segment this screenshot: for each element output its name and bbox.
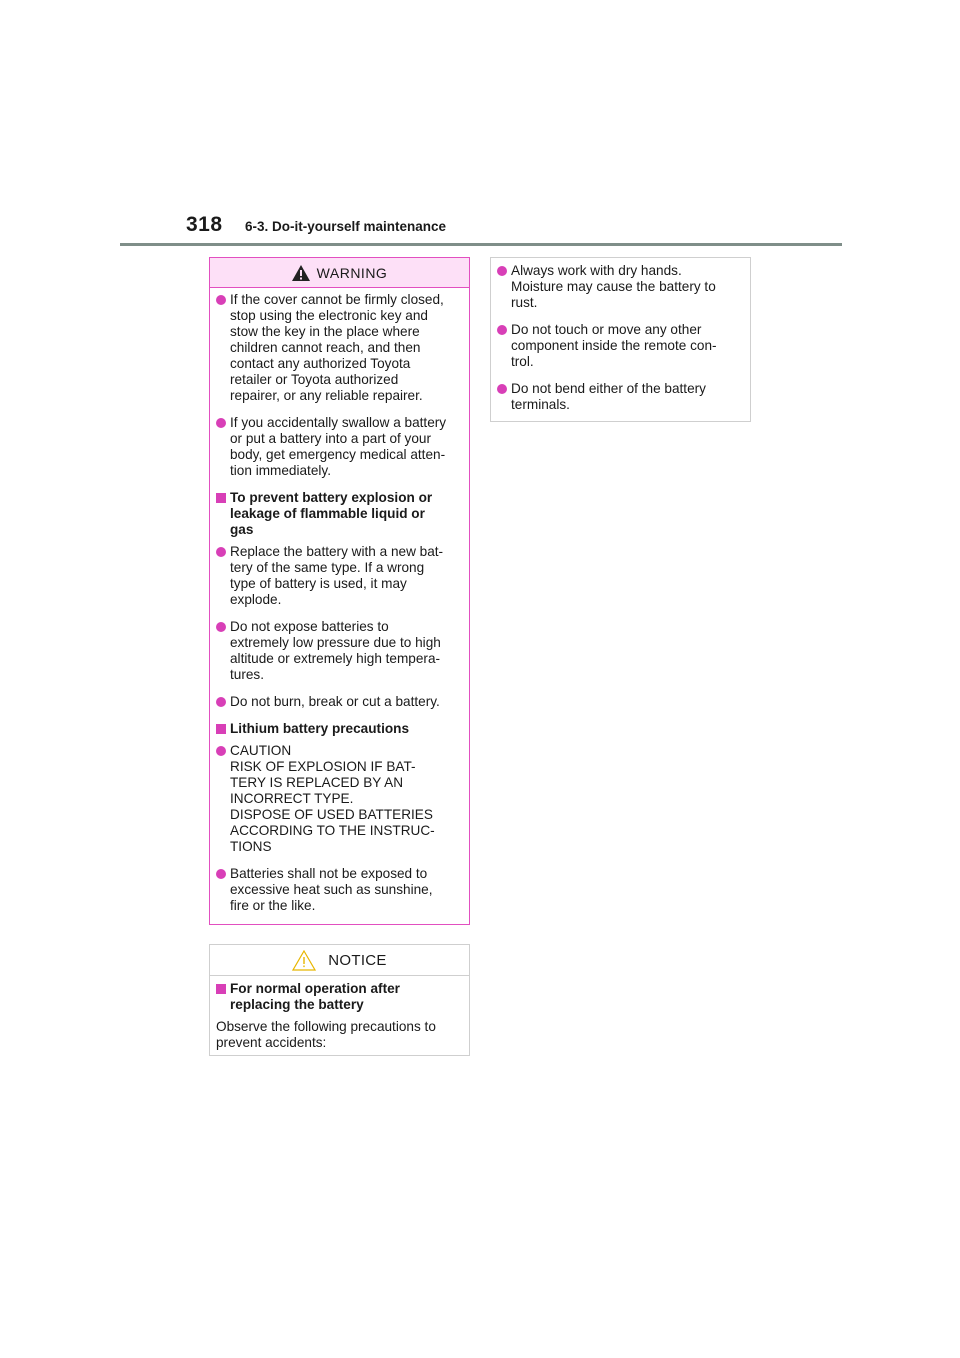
square-bullet-icon [216, 984, 226, 994]
list-item: If the cover cannot be firmly closed, stop using the electronic key and stow the key in the place where children cannot reach, and then contact any authorized Toyota retailer or Toyota authorized repairer, or any reliable repairer. [216, 292, 463, 404]
section-heading: Lithium battery precautions [216, 721, 463, 737]
bullet-icon [216, 697, 226, 707]
page-number: 318 [186, 213, 223, 236]
warning-header [210, 258, 469, 288]
notice-box [209, 944, 470, 1056]
list-item: If you accidentally swallow a battery or put a battery into a part of your body, get emergency medical atten- tion immediately. [216, 415, 463, 479]
warning-continued-box [490, 257, 751, 422]
list-item: Do not burn, break or cut a battery. [216, 694, 463, 710]
warning-icon [292, 265, 310, 281]
bullet-icon [497, 384, 507, 394]
notice-text: Observe the following precautions to prevent accidents: [216, 1019, 436, 1050]
list-item: Replace the battery with a new bat- tery of the same type. If a wrong type of battery is used, it may explode. [216, 544, 463, 608]
notice-header [210, 945, 469, 976]
notice-title: NOTICE [328, 951, 387, 969]
section-heading: To prevent battery explosion or leakage of flammable liquid or gas [216, 490, 463, 538]
list-item: Do not bend either of the battery terminals. [497, 381, 744, 413]
header-divider [120, 243, 842, 246]
bullet-icon [216, 622, 226, 632]
bullet-icon [216, 746, 226, 756]
list-item: Do not expose batteries to extremely low pressure due to high altitude or extremely high tempera- tures. [216, 619, 463, 683]
caution-outline-icon [292, 950, 316, 971]
square-bullet-icon [216, 493, 226, 503]
square-bullet-icon [216, 724, 226, 734]
bullet-icon [497, 266, 507, 276]
warning-title: WARNING [316, 264, 388, 281]
bullet-icon [216, 547, 226, 557]
list-item: CAUTION RISK OF EXPLOSION IF BAT- TERY IS REPLACED BY AN INCORRECT TYPE. DISPOSE OF USED BATTERIES ACCORDING TO THE INSTRUC- TIONS [216, 743, 463, 855]
bullet-icon [216, 869, 226, 879]
bullet-icon [497, 325, 507, 335]
list-item: Do not touch or move any other component inside the remote con- trol. [497, 322, 744, 370]
warning-box [209, 257, 470, 925]
list-item: Always work with dry hands. Moisture may cause the battery to rust. [497, 263, 744, 311]
bullet-icon [216, 418, 226, 428]
section-heading: For normal operation after replacing the battery [216, 981, 463, 1013]
section-title: 6-3. Do-it-yourself maintenance [245, 219, 447, 234]
bullet-icon [216, 295, 226, 305]
list-item: Batteries shall not be exposed to excessive heat such as sunshine, fire or the like. [216, 866, 463, 914]
